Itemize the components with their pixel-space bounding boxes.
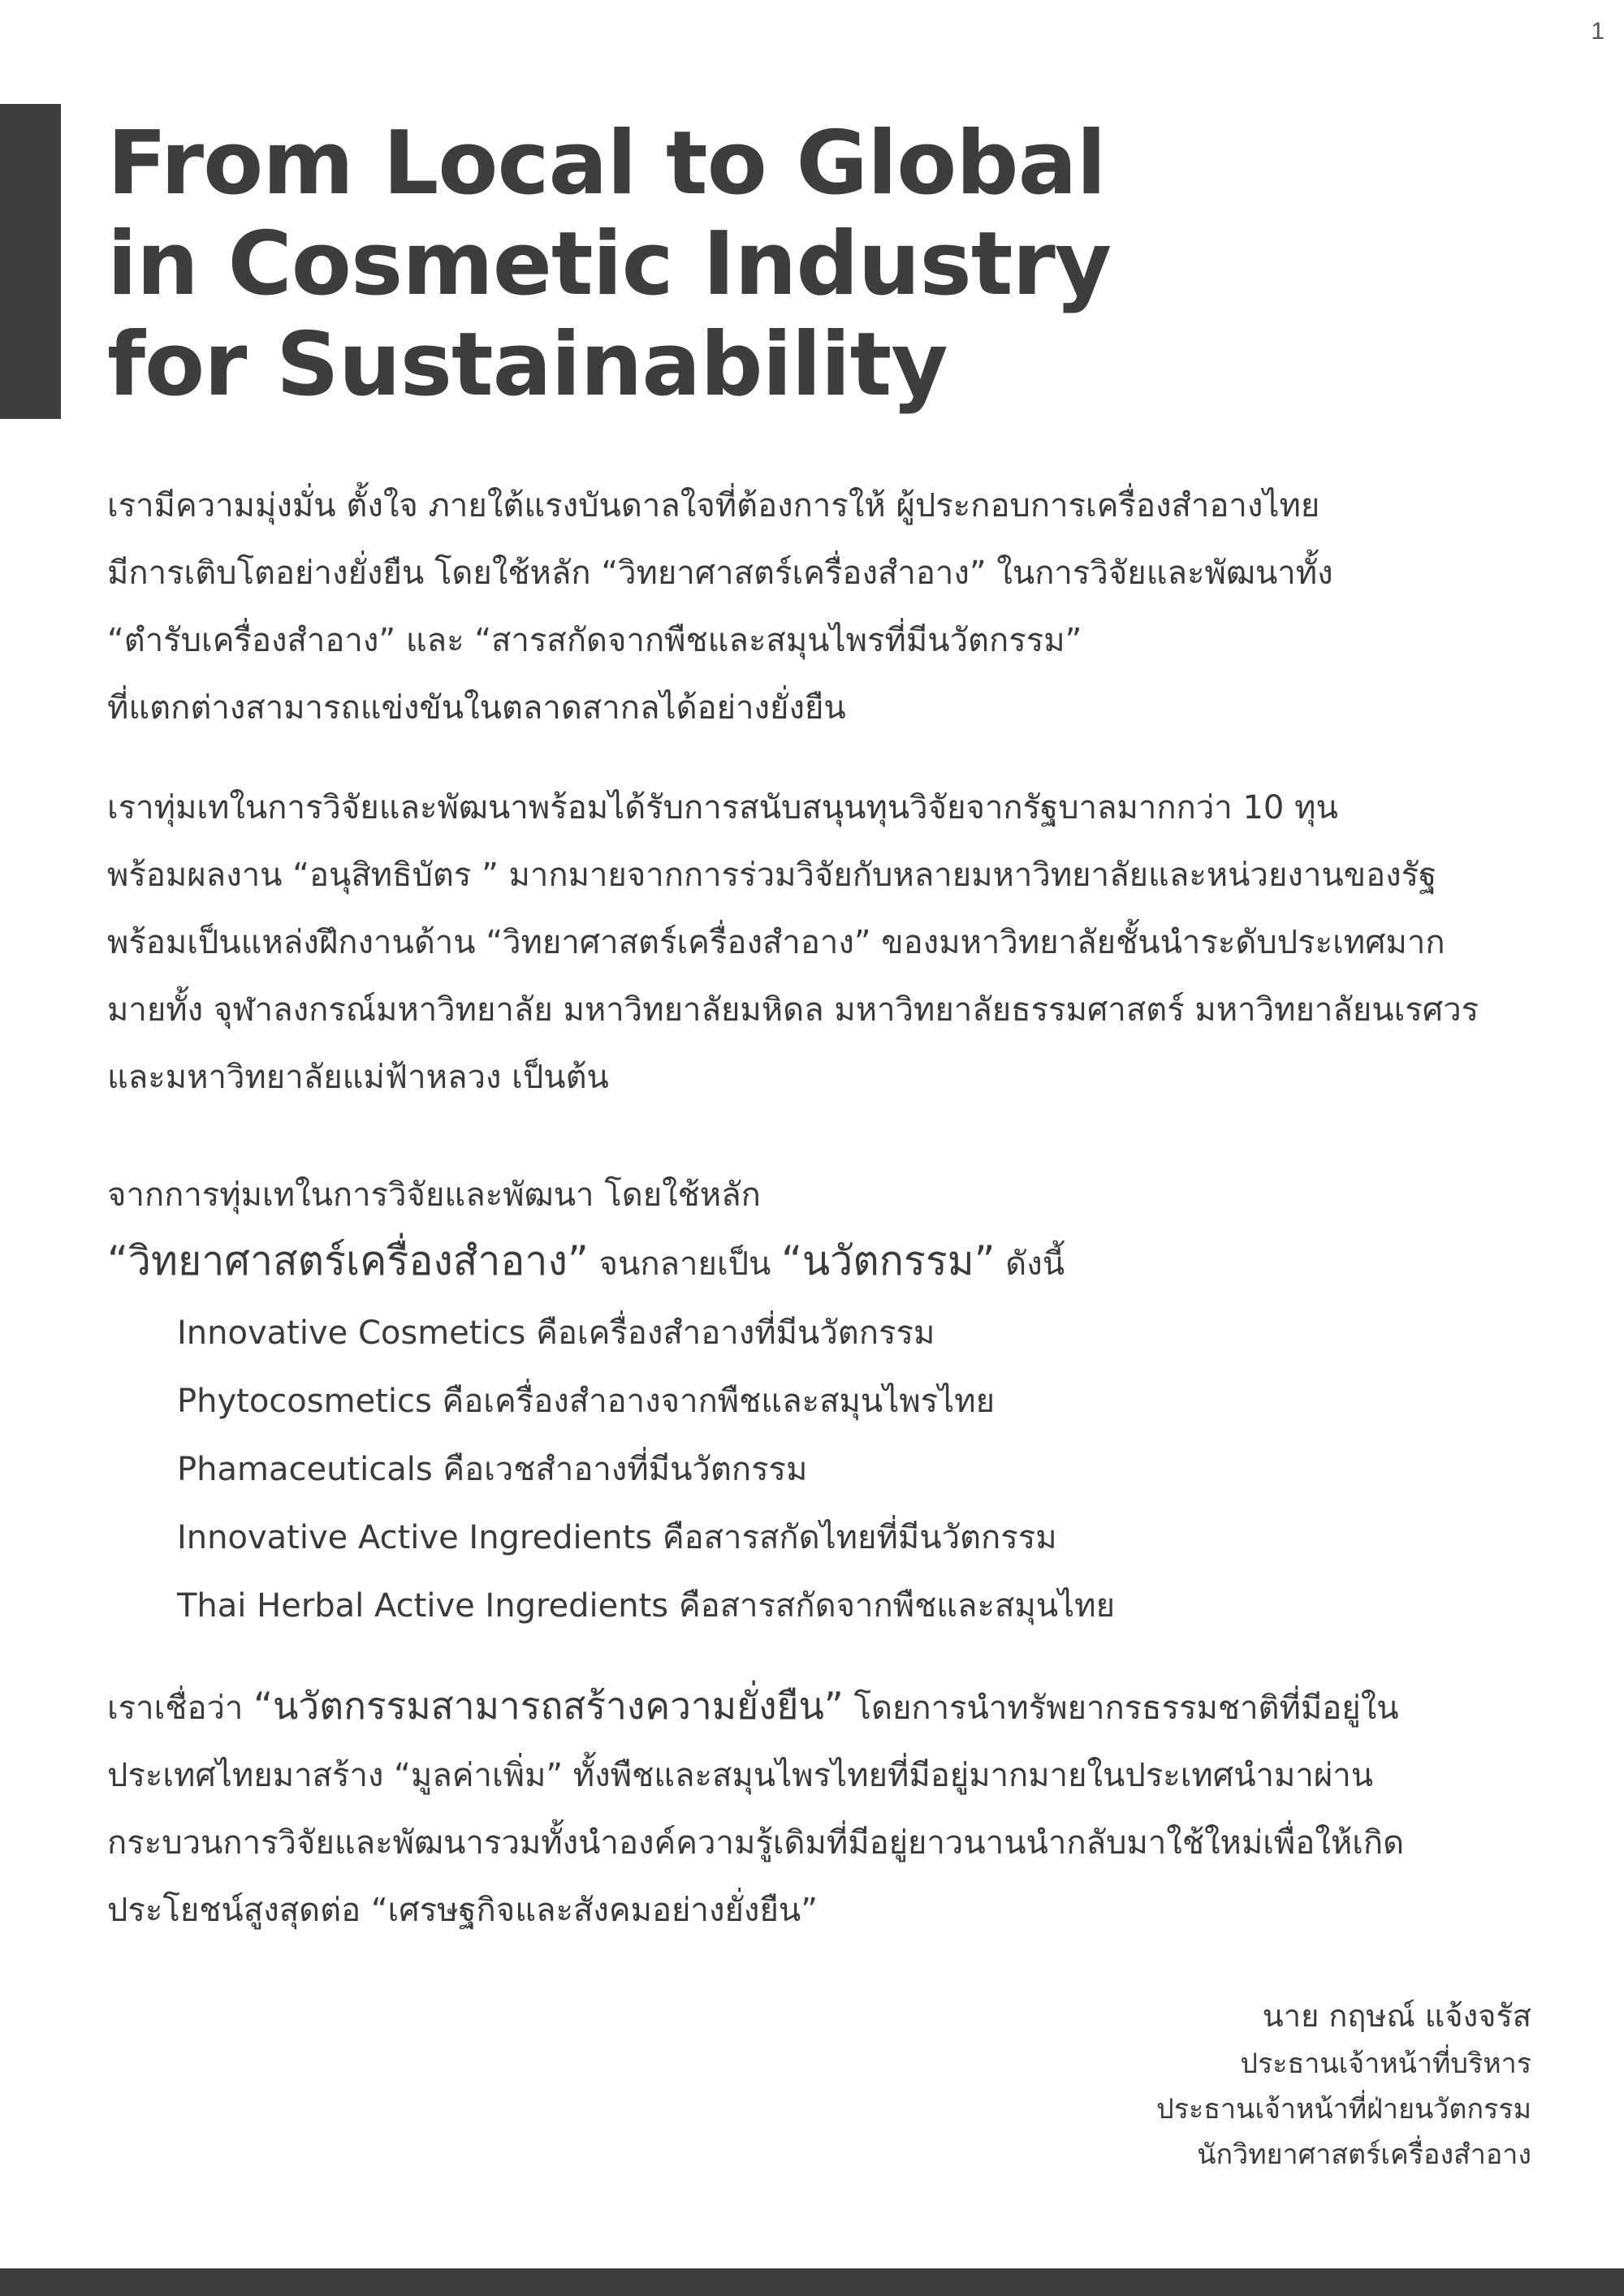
signatory-role: ประธานเจ้าหน้าที่ฝ่ายนวัตกรรม	[1156, 2093, 1531, 2126]
signatory-role: นักวิทยาศาสตร์เครื่องสำอาง	[1197, 2138, 1531, 2171]
signature-block	[1156, 1991, 1531, 2177]
research-paragraph	[107, 775, 1536, 1111]
innovation-intro-emphasis-line	[107, 1224, 1536, 1297]
footer-bar	[0, 2268, 1624, 2296]
title-line-1: From Local to Global	[107, 113, 1106, 214]
emphasis-innovation: “นวัตกรรม”	[781, 1237, 996, 1284]
list-item: Thai Herbal Active Ingredients คือสารสกัดจากพืชและสมุนไทย	[177, 1587, 1116, 1625]
list-item: Innovative Cosmetics คือเครื่องสำอางที่มีนวัตกรรม	[177, 1314, 935, 1352]
paragraph-line: “ตำรับเครื่องสำอาง” และ “สารสกัดจากพืชและสมุนไพรที่มีนวัตกรรม”	[107, 622, 1082, 659]
paragraph-line	[107, 1672, 1536, 1742]
list-item: Phamaceuticals คือเวชสำอางที่มีนวัตกรรม	[177, 1451, 808, 1488]
emphasis-sustainability: “นวัตกรรมสามารถสร้างความยั่งยืน”	[253, 1684, 844, 1728]
intro-ending: ดังนี้	[995, 1245, 1065, 1283]
paragraph-line: พร้อมเป็นแหล่งฝึกงานด้าน “วิทยาศาสตร์เครื่องสำอาง” ของมหาวิทยาลัยชั้นนำระดับประเทศมาก	[107, 924, 1445, 961]
innovation-intro	[107, 1166, 1536, 1297]
list-item: Phytocosmetics คือเครื่องสำอางจากพืชและสมุนไพรไทย	[177, 1383, 996, 1420]
belief-lead: เราเชื่อว่า	[107, 1690, 254, 1727]
signatory-role: ประธานเจ้าหน้าที่บริหาร	[1240, 2048, 1531, 2080]
paragraph-line: ประโยชน์สูงสุดต่อ “เศรษฐกิจและสังคมอย่างยั่งยืน”	[107, 1892, 818, 1929]
innovation-intro-line: จากการทุ่มเทในการวิจัยและพัฒนา โดยใช้หลัก	[107, 1176, 761, 1214]
signatory-name: นาย กฤษณ์ แจ้งจรัส	[1262, 1998, 1531, 2034]
innovation-list	[177, 1299, 1115, 1640]
title-line-2: in Cosmetic Industry	[107, 214, 1112, 315]
sustainability-paragraph	[107, 1672, 1536, 1944]
title-accent-bar	[0, 104, 61, 419]
paragraph-line: และมหาวิทยาลัยแม่ฟ้าหลวง เป็นต้น	[107, 1059, 609, 1096]
paragraph-line: พร้อมผลงาน “อนุสิทธิบัตร ” มากมายจากการร่วมวิจัยกับหลายมหาวิทยาลัยและหน่วยงานของรัฐ	[107, 857, 1437, 894]
list-item: Innovative Active Ingredients คือสารสกัดไทยที่มีนวัตกรรม	[177, 1519, 1057, 1556]
page-title	[107, 114, 1111, 416]
paragraph-line: มายทั้ง จุฬาลงกรณ์มหาวิทยาลัย มหาวิทยาลัยมหิดล มหาวิทยาลัยธรรมศาสตร์ มหาวิทยาลัยนเรศวร	[107, 991, 1479, 1029]
paragraph-line: ที่แตกต่างสามารถแข่งขันในตลาดสากลได้อย่างยั่งยืน	[107, 689, 846, 727]
paragraph-line: กระบวนการวิจัยและพัฒนารวมทั้งนำองค์ความรู้เดิมที่มีอยู่ยาวนานนำกลับมาใช้ใหม่เพื่อให้เกิด	[107, 1824, 1405, 1862]
paragraph-line: เราทุ่มเทในการวิจัยและพัฒนาพร้อมได้รับการสนับสนุนทุนวิจัยจากรัฐบาลมากกว่า 10 ทุน	[107, 789, 1338, 826]
mission-paragraph	[107, 473, 1536, 742]
page-number: 1	[1591, 18, 1605, 45]
paragraph-line: มีการเติบโตอย่างยั่งยืน โดยใช้หลัก “วิทยาศาสตร์เครื่องสำอาง” ในการวิจัยและพัฒนาทั้ง	[107, 555, 1333, 592]
paragraph-line: เรามีความมุ่งมั่น ตั้งใจ ภายใต้แรงบันดาลใจที่ต้องการให้ ผู้ประกอบการเครื่องสำอางไทย	[107, 487, 1320, 524]
title-line-3: for Sustainability	[107, 314, 948, 416]
belief-rest: โดยการนำทรัพยากรธรรมชาติที่มีอยู่ใน	[843, 1690, 1399, 1727]
emphasis-cosmetic-science: “วิทยาศาสตร์เครื่องสำอาง”	[107, 1237, 589, 1284]
paragraph-line: ประเทศไทยมาสร้าง “มูลค่าเพิ่ม” ทั้งพืชและสมุนไพรไทยที่มีอยู่มากมายในประเทศนำมาผ่าน	[107, 1757, 1374, 1794]
intro-connector: จนกลายเป็น	[588, 1245, 782, 1283]
